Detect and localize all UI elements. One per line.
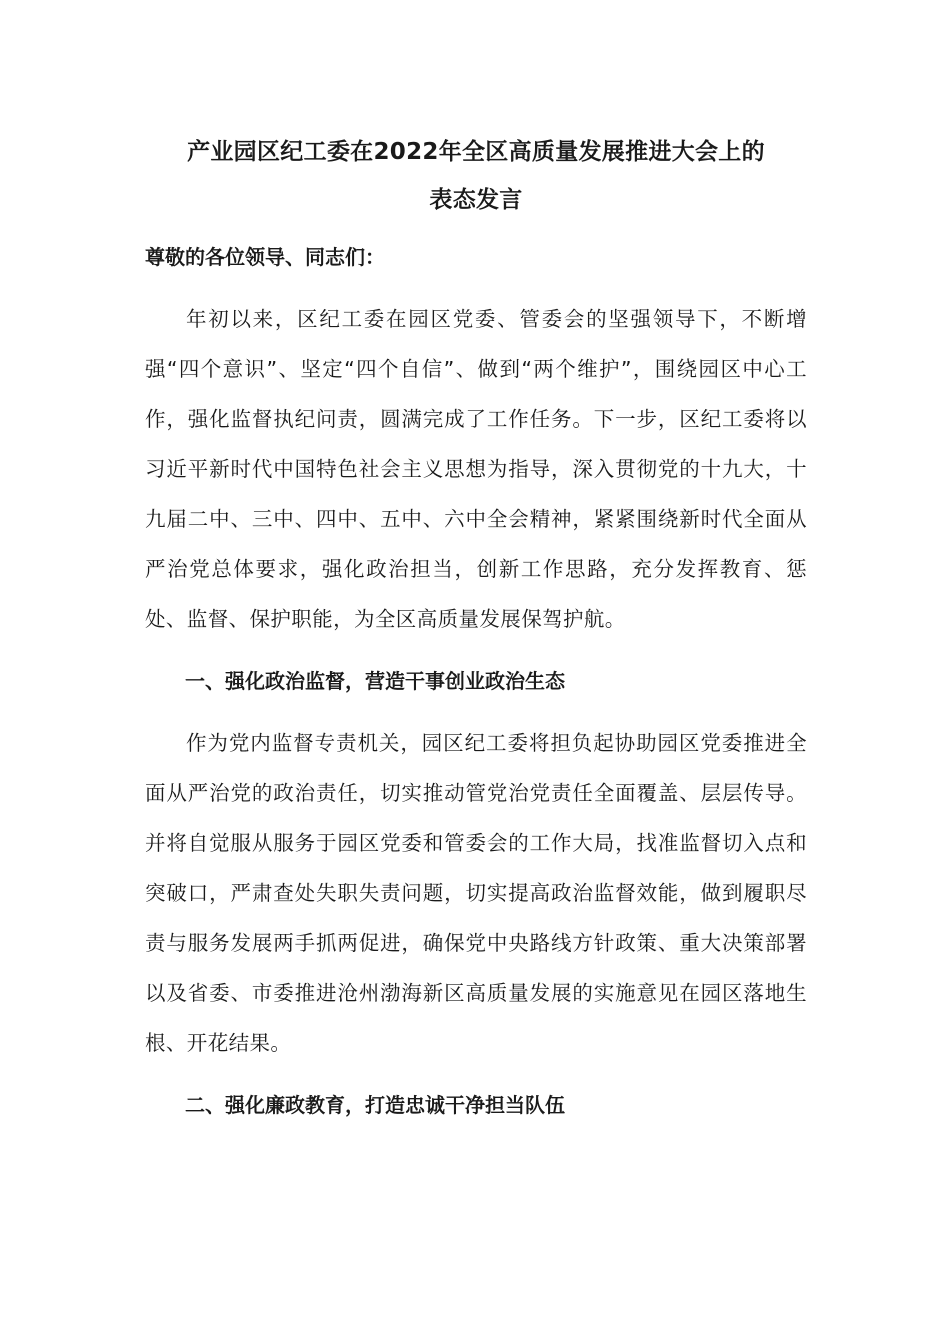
section-heading-2: 二、强化廉政教育，打造忠诚干净担当队伍 xyxy=(185,1093,565,1117)
paragraph-section-1: 作为党内监督专责机关，园区纪工委将担负起协助园区党委推进全面从严治党的政治责任，切实推动管党治党责任全面覆盖、层层传导。并将自觉服从服务于园区党委和管委会的工作大局，找准监督切入点和突破口，严肃查处失职失责问题，切实提高政治监督效能，做到履职尽责与服务发展两手抓两促进，确保党中央路线方针政策、重大决策部署以及省委、市委推进沧州渤海新区高质量发展的实施意见在园区落地生根、开花结果。 xyxy=(145,731,807,1055)
salutation: 尊敬的各位领导、同志们： xyxy=(145,245,385,269)
title-line-2: 表态发言 xyxy=(429,187,523,213)
document-title xyxy=(145,128,807,224)
document-body xyxy=(145,128,807,1142)
title-line-1: 产业园区纪工委在2022年全区高质量发展推进大会上的 xyxy=(187,139,765,165)
paragraph-intro: 年初以来，区纪工委在园区党委、管委会的坚强领导下，不断增强“四个意识”、坚定“四个自信”、做到“两个维护”，围绕园区中心工作，强化监督执纪问责，圆满完成了工作任务。下一步，区纪工委将以习近平新时代中国特色社会主义思想为指导，深入贯彻党的十九大，十九届二中、三中、四中、五中、六中全会精神，紧紧围绕新时代全面从严治党总体要求，强化政治担当，创新工作思路，充分发挥教育、惩处、监督、保护职能，为全区高质量发展保驾护航。 xyxy=(145,307,807,631)
section-heading-1: 一、强化政治监督，营造干事创业政治生态 xyxy=(185,669,565,693)
